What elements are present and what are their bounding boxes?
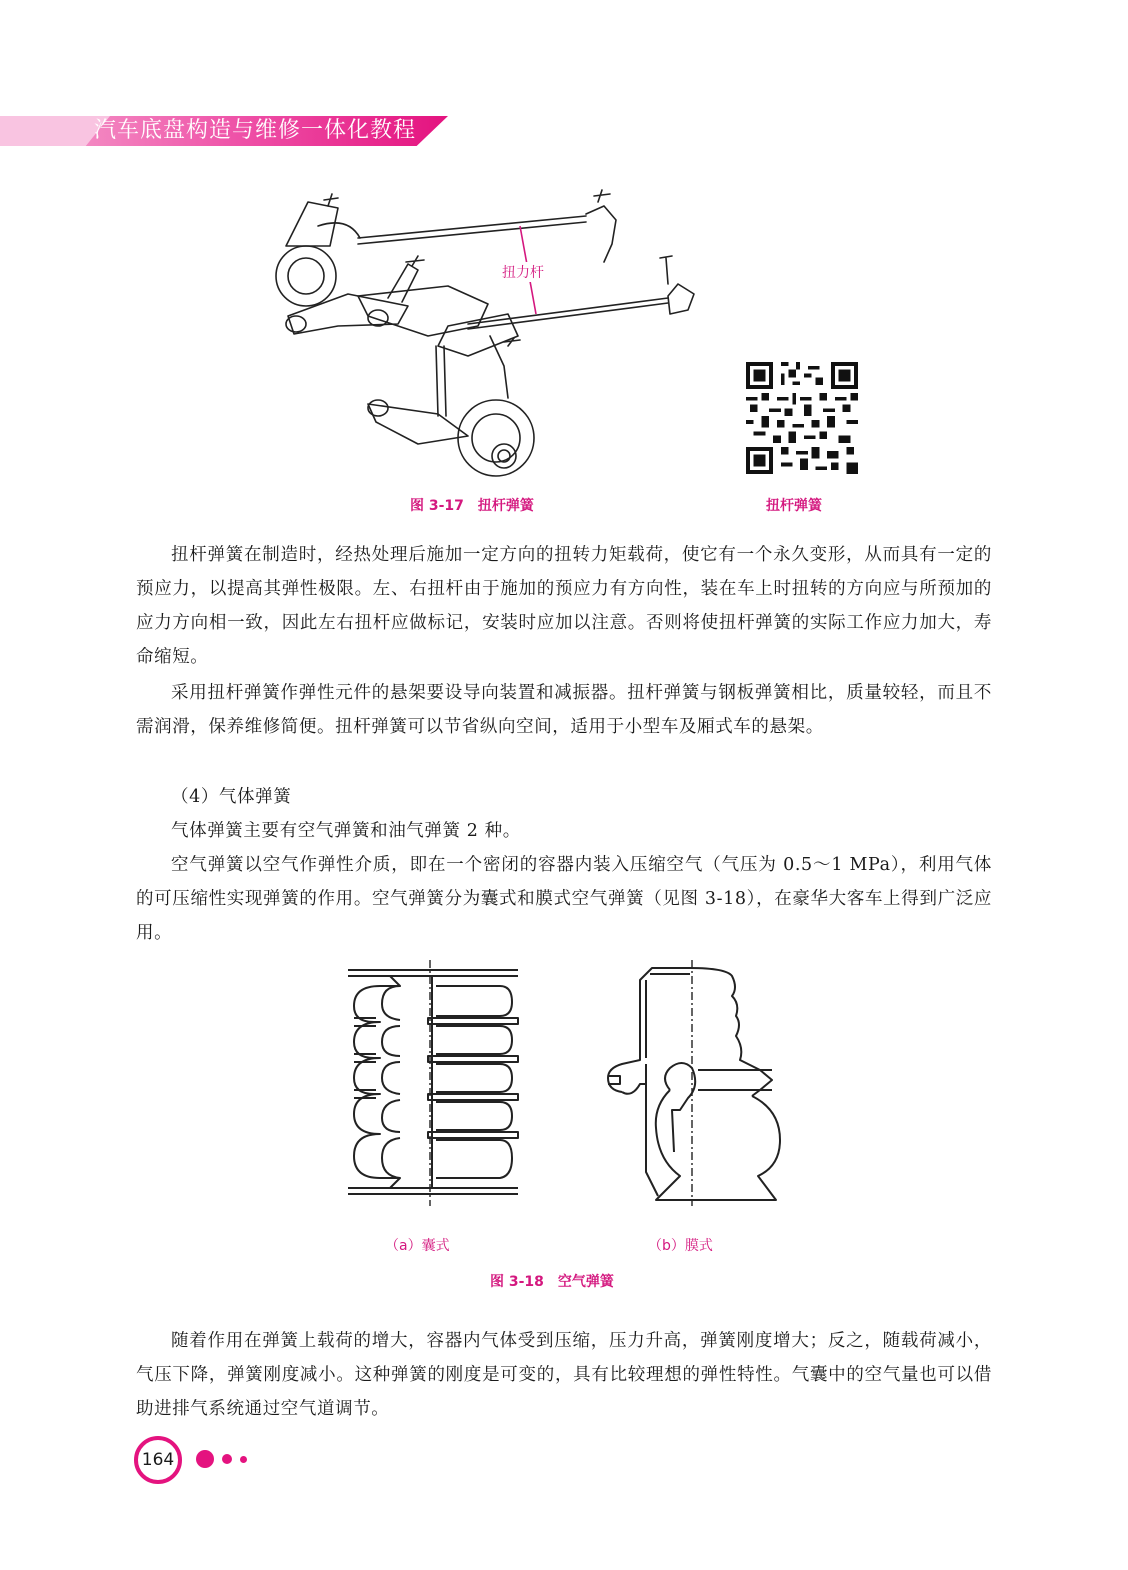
- paragraph-1: 扭杆弹簧在制造时，经热处理后施加一定方向的扭转力矩载荷，使它有一个永久变形，从而具有一定的预应力，以提高其弹性极限。左、右扭杆由于施加的预应力有方向性，装在车上时扭转的方向应与所预加的应力方向相一致，因此左右扭杆应做标记，安装时应加以注意。否则将使扭杆弹簧的实际工作应力加大，寿命缩短。: [136, 545, 992, 667]
- torsion-bar-label: 扭力杆: [500, 262, 546, 282]
- paragraph-4: 空气弹簧以空气作弹性介质，即在一个密闭的容器内装入压缩空气（气压为 0.5～1 MPa），利用气体的可压缩性实现弹簧的作用。空气弹簧分为囊式和膜式空气弹簧（见图 3-18），在豪华大客车上得到广泛应用。: [136, 855, 992, 943]
- qr-caption: 扭杆弹簧: [766, 498, 822, 514]
- section-heading: （4）气体弹簧: [171, 787, 292, 807]
- figure-3-17-caption: 图 3-17 扭杆弹簧: [410, 498, 534, 514]
- figure-3-18-caption: 图 3-18 空气弹簧: [490, 1274, 614, 1290]
- page-number: 164: [134, 1436, 182, 1484]
- qr-code-icon: [746, 362, 858, 474]
- page-dot-large: [196, 1450, 214, 1468]
- paragraph-5: 随着作用在弹簧上载荷的增大，容器内气体受到压缩，压力升高，弹簧刚度增大；反之，随载荷减小，气压下降，弹簧刚度减小。这种弹簧的刚度是可变的，具有比较理想的弹性特性。气囊中的空气量也可以借助进排气系统通过空气道调节。: [136, 1331, 992, 1419]
- book-title: 汽车底盘构造与维修一体化教程: [94, 118, 417, 143]
- figure-3-18-sub-b: （b）膜式: [648, 1238, 713, 1254]
- paragraph-2: 采用扭杆弹簧作弹性元件的悬架要设导向装置和减振器。扭杆弹簧与钢板弹簧相比，质量较轻，而且不需润滑，保养维修简便。扭杆弹簧可以节省纵向空间，适用于小型车及厢式车的悬架。: [136, 683, 992, 737]
- page-dot-small: [240, 1456, 247, 1463]
- air-spring-illustration: [340, 960, 800, 1220]
- figure-3-18-sub-a: （a）囊式: [385, 1238, 450, 1254]
- paragraph-3: 气体弹簧主要有空气弹簧和油气弹簧 2 种。: [171, 821, 521, 841]
- torsion-bar-suspension-illustration: [268, 186, 708, 486]
- page-dot-medium: [222, 1454, 232, 1464]
